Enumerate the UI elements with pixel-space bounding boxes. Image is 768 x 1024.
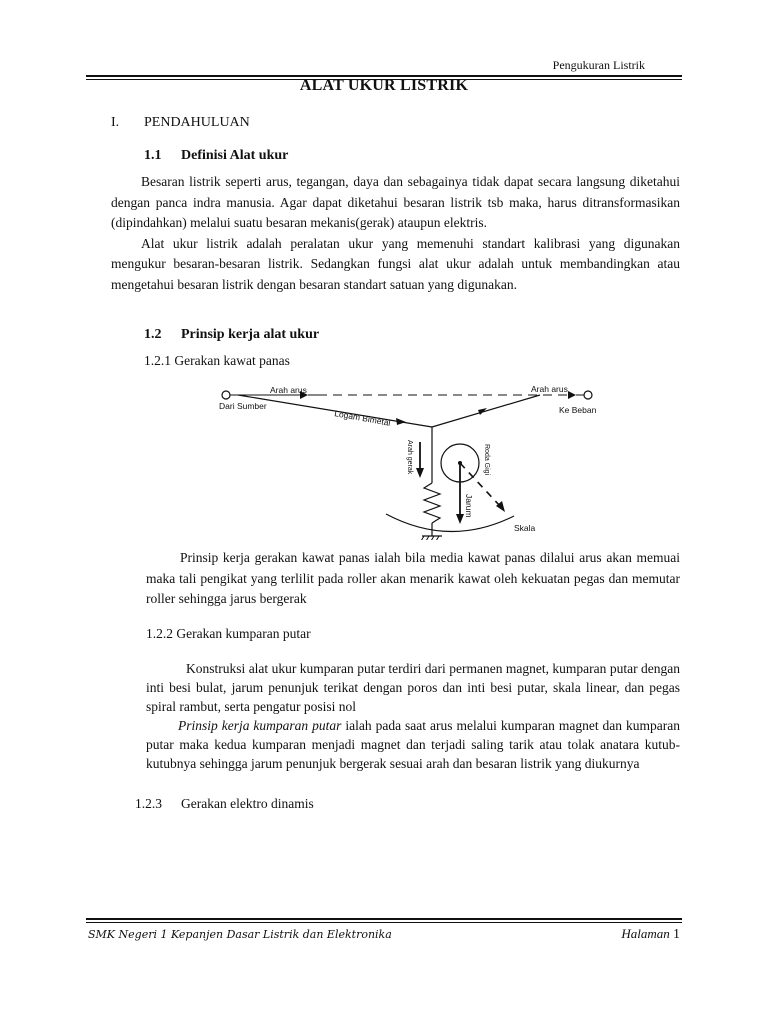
current-arrow-right	[568, 391, 576, 399]
hot-wire-paragraph: Prinsip kerja gerakan kawat panas ialah bila media kawat panas dilalui arus akan memuai maka tali pengikat yang terlilit pada roller akan menarik kawat oleh kekuatan pegas dan memutar roller sehingga jarus bergerak	[146, 550, 680, 606]
definition-paragraph-2: Alat ukur listrik adalah peralatan ukur yang memenuhi standart kalibrasi yang digunakan mengukur besaran-besaran listrik. Sedangkan fungsi alat ukur adalah untuk membandingkan atau mengetahui besaran listrik dengan besaran standart satuan yang digunakan.	[111, 235, 680, 292]
subsection-1-2-3-number: 1.2.3	[135, 796, 162, 811]
bimetal-wire-right	[432, 395, 540, 427]
subsection-1-2-number: 1.2	[144, 327, 162, 342]
label-arah-gerak: Arah gerak	[406, 440, 413, 475]
label-logam-bimetal: Logam Bimetal	[333, 408, 392, 428]
footer-rule-thin	[86, 922, 682, 923]
label-skala: Skala	[514, 523, 536, 533]
subsection-1-2-2-heading: 1.2.2 Gerakan kumparan putar	[146, 626, 311, 641]
running-header: Pengukuran Listrik	[552, 58, 645, 72]
subsection-1-1-heading: Definisi Alat ukur	[181, 148, 289, 163]
moving-coil-italic-lead: Prinsip kerja kumparan putar	[178, 718, 342, 733]
definition-text	[111, 172, 680, 295]
terminal-right	[584, 391, 592, 399]
subsection-1-2-3-heading: Gerakan elektro dinamis	[181, 796, 314, 811]
footer-school: SMK Negeri 1 Kepanjen Dasar Listrik dan Elektronika	[88, 928, 392, 941]
subsection-1-1-number: 1.1	[144, 148, 162, 163]
label-arah-arus-right: Arah arus	[531, 384, 568, 394]
label-dari-sumber: Dari Sumber	[219, 401, 267, 411]
scale-arc	[386, 514, 514, 532]
moving-coil-text	[146, 659, 680, 773]
footer-rule-thick	[86, 918, 682, 920]
label-roda-gigi: Roda Gigi	[483, 444, 490, 476]
section-number: I.	[111, 115, 120, 130]
label-arah-arus-left: Arah arus	[270, 385, 307, 395]
footer-page	[621, 926, 680, 943]
hot-wire-text	[146, 548, 680, 610]
subsection-1-2-1-heading: 1.2.1 Gerakan kawat panas	[144, 353, 290, 368]
moving-coil-paragraph-2	[146, 716, 680, 773]
moving-coil-paragraph-2-rest: ialah pada saat arus melalui kumparan magnet dan kumparan putar maka kedua kumparan menjadi magnet dan terjadi saling tarik atau tolak anatara kutub-kutubnya sehingga jarum penunjuk bergerak sesuai arah dan besaran listrik yang diukurnya	[146, 718, 680, 771]
hot-wire-diagram	[210, 380, 620, 540]
label-ke-beban: Ke Beban	[559, 405, 597, 415]
moving-coil-paragraph-1: Konstruksi alat ukur kumparan putar terdiri dari permanen magnet, kumparan putar dengan inti besi bulat, jarum penunjuk terikat dengan poros dan inti besi putar, skala linear, dan pegas spiral rambut, serta pengatur posisi nol	[146, 661, 680, 714]
definition-paragraph-1: Besaran listrik seperti arus, tegangan, daya dan sebagainya tidak dapat secara langsung diketahui dengan panca indra manusia. Agar dapat diketahui besaran listrik tsb maka, harus ditransformasikan (dipindahkan) melalui suatu besaran mekanis(gerak) ataupun elektris.	[111, 174, 680, 230]
label-jarum: Jarum	[464, 494, 474, 518]
section-heading: PENDAHULUAN	[144, 115, 250, 130]
footer-page-label: Halaman	[621, 926, 670, 941]
subsection-1-2-heading: Prinsip kerja alat ukur	[181, 327, 320, 342]
spring	[424, 483, 440, 523]
document-title: ALAT UKUR LISTRIK	[299, 77, 469, 94]
footer-page-number: 1	[673, 927, 680, 942]
terminal-left	[222, 391, 230, 399]
